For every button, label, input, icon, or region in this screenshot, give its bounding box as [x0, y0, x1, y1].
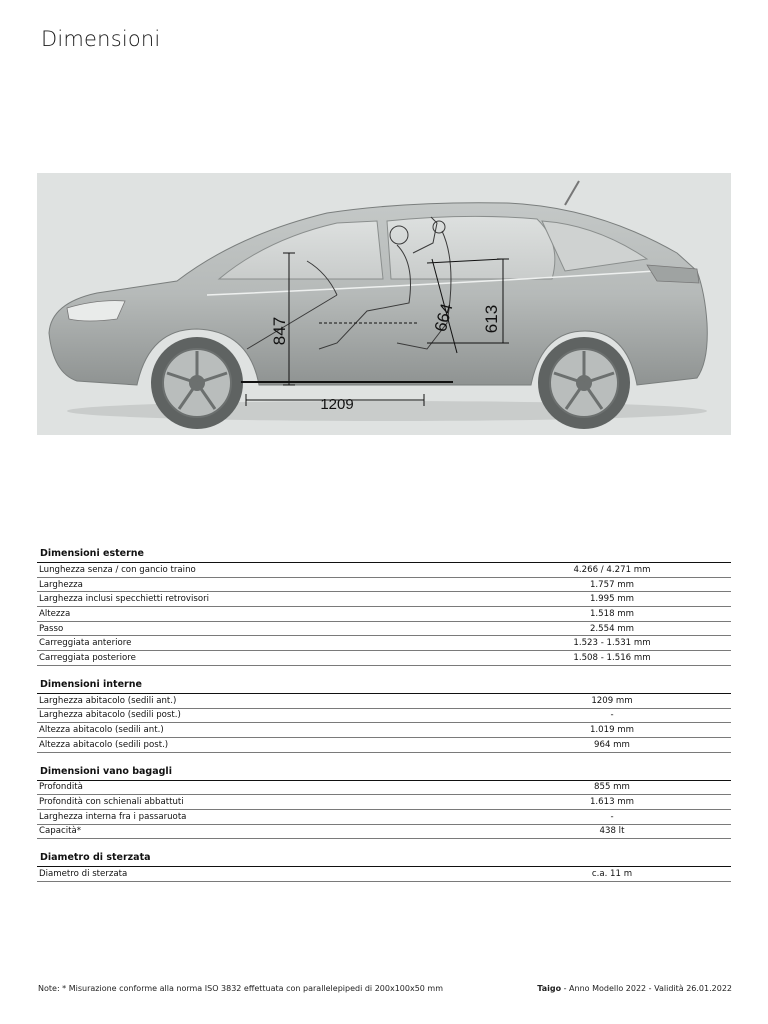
car-dimensions-figure	[37, 173, 731, 435]
footnote: Note: * Misurazione conforme alla norma ISO 3832 effettuata con parallelepipedi di 200x100x50 mm	[38, 984, 444, 993]
dim-label-664: 664	[430, 301, 457, 334]
dim-label-1209: 1209	[320, 396, 354, 413]
table-row: Diametro di sterzata c.a. 11 m	[37, 867, 731, 882]
dim-label-847: 847	[270, 316, 289, 346]
table-row: Profondità con schienali abbattuti 1.613 mm	[37, 795, 731, 810]
table-row: Altezza 1.518 mm	[37, 607, 731, 622]
section-title: Dimensioni esterne	[37, 548, 731, 563]
table-row: Profondità 855 mm	[37, 781, 731, 796]
section-turning	[37, 852, 731, 882]
table-row: Larghezza 1.757 mm	[37, 578, 731, 593]
footer-model-info	[537, 984, 732, 993]
table-row: Altezza abitacolo (sedili post.) 964 mm	[37, 738, 731, 753]
page-title: Dimensioni	[41, 27, 161, 51]
table-row: Larghezza interna fra i passaruota -	[37, 810, 731, 825]
table-row: Larghezza inclusi specchietti retrovisori 1.995 mm	[37, 592, 731, 607]
table-row: Lunghezza senza / con gancio traino 4.266 / 4.271 mm	[37, 563, 731, 578]
table-row: Larghezza abitacolo (sedili post.) -	[37, 709, 731, 724]
section-interior	[37, 679, 731, 753]
table-row: Carreggiata anteriore 1.523 - 1.531 mm	[37, 636, 731, 651]
specifications-table	[37, 548, 731, 895]
table-row: Capacità* 438 lt	[37, 825, 731, 840]
section-exterior	[37, 548, 731, 666]
model-name: Taigo	[537, 984, 562, 993]
section-title: Dimensioni vano bagagli	[37, 766, 731, 781]
section-luggage	[37, 766, 731, 840]
section-title: Diametro di sterzata	[37, 852, 731, 867]
table-row: Larghezza abitacolo (sedili ant.) 1209 mm	[37, 694, 731, 709]
section-title: Dimensioni interne	[37, 679, 731, 694]
dim-label-613: 613	[482, 304, 501, 334]
table-row: Passo 2.554 mm	[37, 622, 731, 637]
table-row: Altezza abitacolo (sedili ant.) 1.019 mm	[37, 723, 731, 738]
table-row: Carreggiata posteriore 1.508 - 1.516 mm	[37, 651, 731, 666]
model-validity: - Anno Modello 2022 - Validità 26.01.2022	[561, 984, 732, 993]
